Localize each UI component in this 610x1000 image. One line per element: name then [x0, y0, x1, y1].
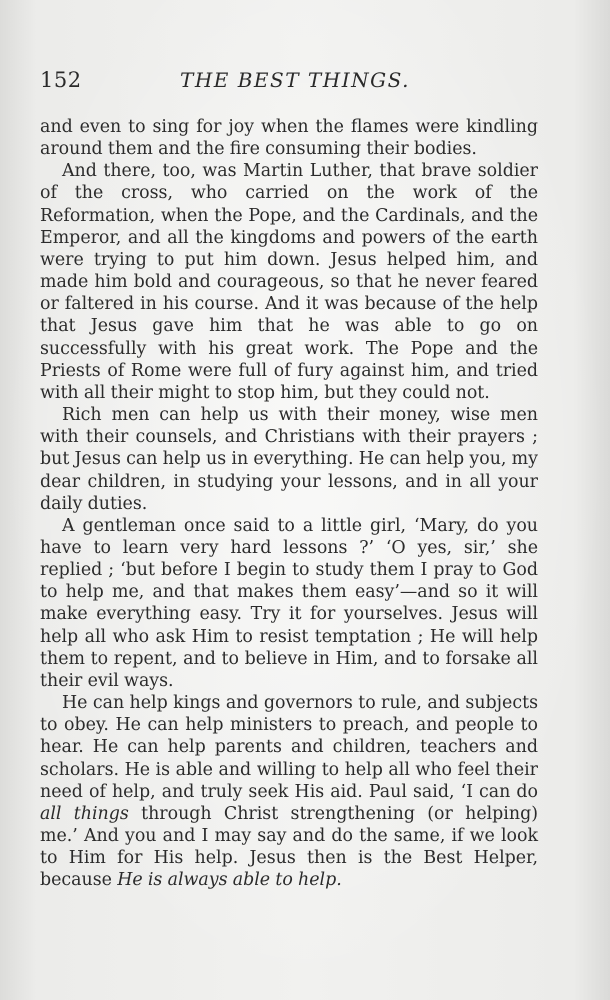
- paragraph-martin-luther: And there, too, was Martin Luther, that brave soldier of the cross, who carried on the work of the Reformation, when the Pope, and the Cardinals, and the Emperor, and all the kingdoms and powers of the earth were trying to put him down. Jesus helped him, and made him bold and courageous, so that he never feared or faltered in his course. And it was because of the help that Jesus gave him that he was able to go on successfully with his great work. The Pope and the Priests of Rome were full of fury against him, and tried with all their might to stop him, but they could not.: [40, 161, 538, 403]
- running-head: THE BEST THINGS.: [180, 68, 410, 92]
- paragraph-text: through Christ strengthening (or helping) me.’ And you and I may say and do the same, if we look to Him for His help. Jesus then is the Best Helper, because: [40, 803, 538, 891]
- page-number: 152: [40, 68, 82, 92]
- page-body: [40, 116, 538, 891]
- paragraph-kings-governors: [40, 692, 538, 891]
- page-header: [40, 64, 580, 98]
- paragraph-gentleman-mary: A gentleman once said to a little girl, ‘Mary, do you have to learn very hard lessons ?’ ‘O yes, sir,’ she replied ; ‘but before I begin to study them I pray to God to help me, and that makes them easy’—and so it will make everything easy. Try it for yourselves. Jesus will help all who ask Him to resist temptation ; He will help them to repent, and to believe in Him, and to forsake all their evil ways.: [40, 515, 538, 691]
- paragraph-text: He can help kings and governors to rule, and subjects to obey. He can help ministers to preach, and people to hear. He can help parents and children, teachers and scholars. He is able and willing to help all who feel their need of help, and truly seek His aid. Paul said, ‘I can do: [40, 693, 538, 802]
- paragraph-continuation: and even to sing for joy when the flames were kindling around them and the fire consuming their bodies.: [40, 117, 538, 160]
- paragraph-rich-men: Rich men can help us with their money, wise men with their counsels, and Christians with their prayers ; but Jesus can help us in everything. He can help you, my dear children, in studying your lessons, and in all your daily duties.: [40, 405, 538, 514]
- italic-phrase: He is always able to help.: [117, 870, 342, 891]
- italic-phrase: all things: [40, 803, 129, 824]
